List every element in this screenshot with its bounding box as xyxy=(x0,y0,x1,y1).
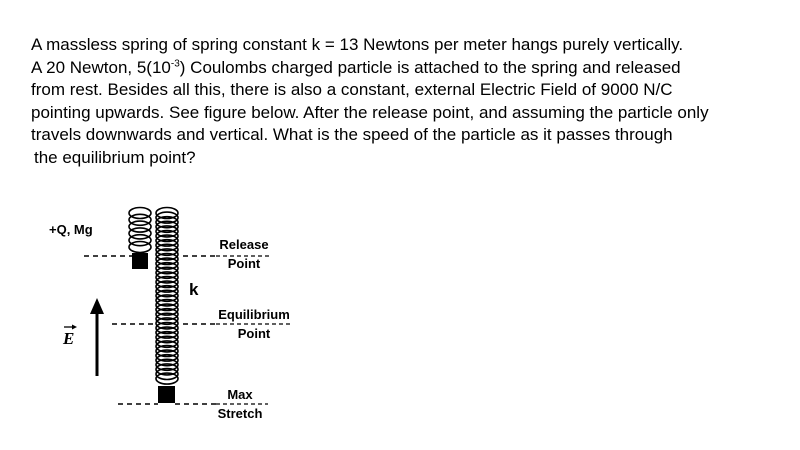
stretched-spring xyxy=(156,208,178,385)
equilibrium-label-line-1: Equilibrium xyxy=(218,307,290,322)
exponent: -3 xyxy=(170,57,180,69)
spring-coil xyxy=(129,242,151,253)
problem-line-1: A massless spring of spring constant k = 13 Newtons per meter hangs purely vertically. xyxy=(31,35,684,54)
problem-line-4: pointing upwards. See figure below. After the release point, and assuming the particle only xyxy=(31,102,709,122)
electric-field-label: E xyxy=(63,329,75,348)
max-label-line-1: Max xyxy=(227,387,253,402)
problem-line-5: travels downwards and vertical. What is the speed of the particle as it passes through xyxy=(31,125,673,144)
spring-constant-label: k xyxy=(189,280,199,299)
problem-line-6: the equilibrium point? xyxy=(34,147,196,167)
spring-coil xyxy=(129,235,151,246)
spring-coil xyxy=(129,221,151,232)
max-label-line-2: Stretch xyxy=(217,406,263,421)
spring-coil xyxy=(129,214,151,225)
field-arrow-head xyxy=(90,298,104,314)
release-point-label xyxy=(212,238,276,271)
release-label-line-2: Point xyxy=(227,256,261,271)
spring-coil xyxy=(129,208,151,219)
problem-line-2-end: ) Coulombs charged particle is attached to the spring and released xyxy=(179,57,681,77)
spring-coil xyxy=(129,228,151,239)
particle-at-release xyxy=(132,253,148,269)
equilibrium-label-line-2: Point xyxy=(237,326,271,341)
particle-label: +Q, Mg xyxy=(49,222,93,237)
release-label-line-1: Release xyxy=(219,237,269,252)
relaxed-spring xyxy=(129,208,151,253)
problem-line-3: from rest. Besides all this, there is also a constant, external Electric Field of 9000 N/C xyxy=(31,80,673,99)
particle-at-max-stretch xyxy=(158,386,175,403)
problem-line-2-start: A 20 Newton, 5(10 xyxy=(31,57,171,77)
equilibrium-point-label xyxy=(212,308,296,341)
max-stretch-label xyxy=(210,388,270,421)
